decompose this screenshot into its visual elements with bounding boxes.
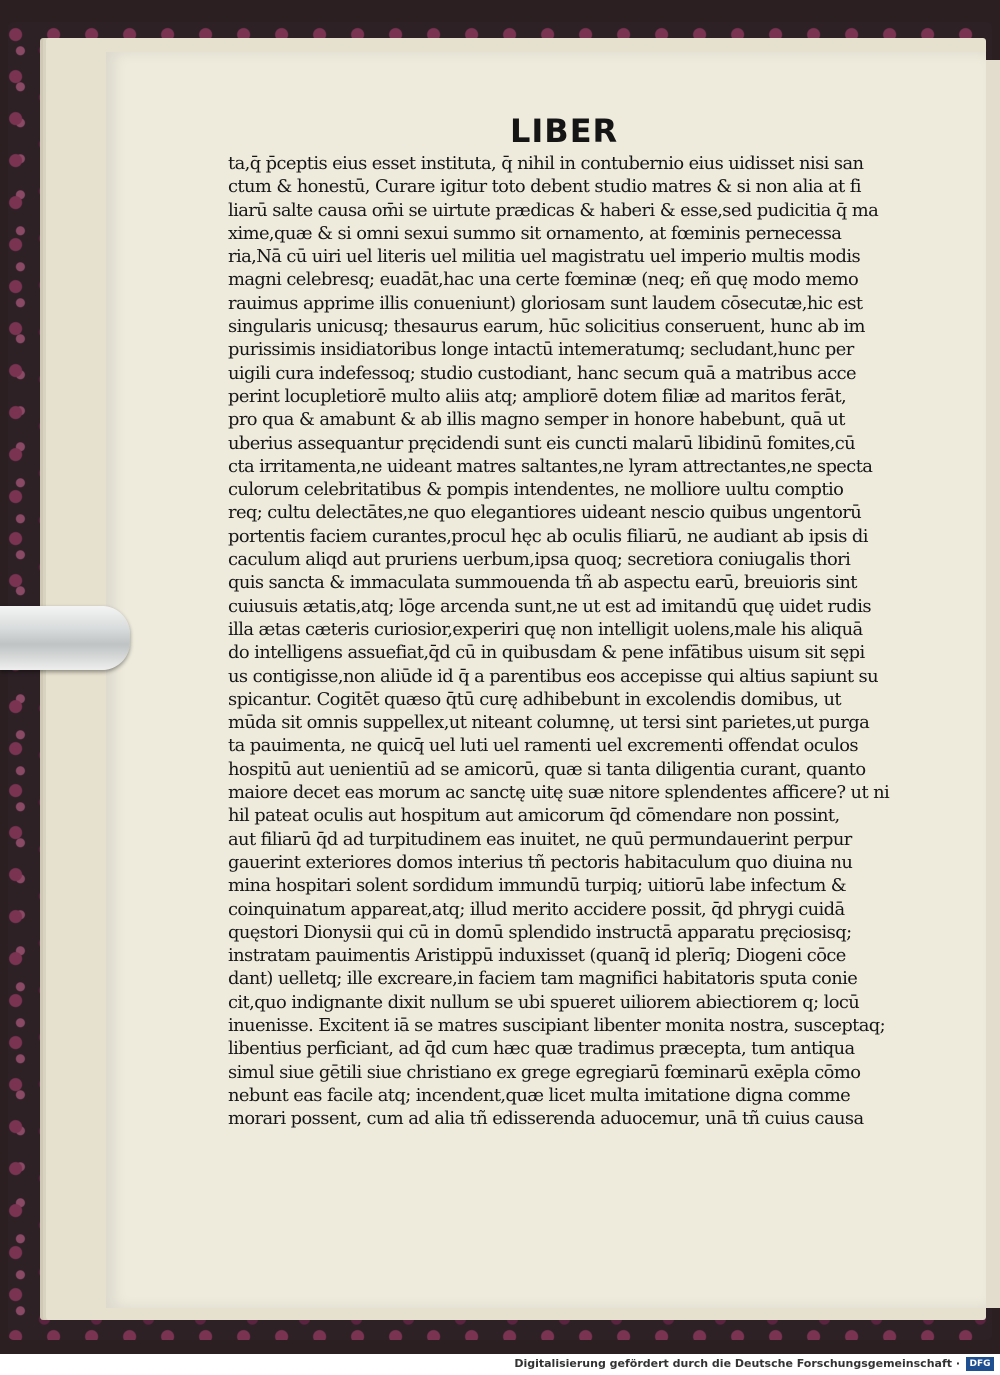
text-line: instratam pauimentis Aristippū induxisset (quanq̄ id plerīq; Diogeni cōce (228, 945, 846, 967)
text-line: do intelligens assuefiat,q̄d cū in quibusdam & pene infātibus uisum sit sępi (228, 642, 865, 664)
text-line: hospitū aut uenientiū ad se amicorū, quæ si tanta diligentia curant, quanto (228, 758, 866, 780)
text-line: culorum celebritatibus & pompis intendentes, ne molliore uultu comptio (228, 479, 844, 501)
text-line: inuenisse. Excitent iā se matres suscipiant libenter monita nostra, susceptaq; (228, 1014, 886, 1036)
text-line: caculum aliqd aut pruriens uerbum,ipsa quoq; secretiora coniugalis thori (228, 549, 851, 571)
text-line: quęstori Dionysii qui cū in domū splendido instructā apparatu pręciosisq; (228, 921, 852, 943)
text-line: cta irritamenta,ne uideant matres saltantes,ne lyram attrectantes,ne specta (228, 455, 873, 477)
page-text-block (228, 152, 928, 1130)
text-line: us contigisse,non aliūde id q̄ a parentibus eos accepisse qui altius sapiunt su (228, 665, 879, 687)
text-line: rauimus apprime illis conueniunt) gloriosam sunt laudem cōsecutæ,hic est (228, 292, 863, 314)
text-line: cuiusuis ætatis,atq; lōge arcenda sunt,ne ut est ad imitandū quę uidet rudis (228, 595, 871, 617)
text-line: simul siue gētili siue christiano ex grege egregiarū fœminarū exēpla cōmo (228, 1061, 861, 1083)
text-line: mina hospitari solent sordidum immundū turpiq; uitiorū labe infectum & (228, 875, 847, 897)
text-line: cit,quo indignante dixit nullum se ubi spueret uiliorem abiectiorem q; locū (228, 991, 860, 1013)
text-line: singularis unicusq; thesaurus earum, hūc solicitius conseruent, hunc ab im (228, 316, 865, 338)
glass-page-weight (0, 606, 130, 670)
text-line: mūda sit omnis suppellex,ut niteant columnę, ut tersi sint parietes,ut purga (228, 712, 870, 734)
running-header: LIBER (510, 112, 619, 150)
text-line: magni celebresq; euadāt,hac una certe fœminæ (neq; eñ quę modo memo (228, 269, 859, 291)
text-line: libentius perficiant, ad q̄d cum hæc quæ tradimus præcepta, tum antiqua (228, 1038, 855, 1060)
text-line: illa ætas cæteris curiosior,experiri quę non intelligit uolens,male his aliquā (228, 618, 863, 640)
text-line: morari possent, cum ad alia tñ edisserenda aduocemur, unā tñ cuius causa (228, 1108, 864, 1130)
text-line: dant) uelletq; ille excreare,in faciem tam magnifici habitatoris sputa conie (228, 968, 858, 990)
text-line: spicantur. Cogitēt quæso q̄tū curę adhibebunt in excolendis domibus, ut (228, 688, 841, 710)
dfg-logo-icon: DFG (966, 1357, 994, 1371)
text-line: liarū salte causa om̄i se uirtute prædicas & haberi & esse,sed pudicitia q̄ ma (228, 199, 879, 221)
text-line: ria,Nā cū uiri uel literis uel militia uel magistratu uel imperio multis modis (228, 246, 861, 268)
text-line: xime,quæ & si omni sexui summo sit ornamento, at fœminis pernecessa (228, 222, 842, 244)
text-line: hil pateat oculis aut hospitum aut amicorum q̄d cōmendare non possint, (228, 805, 840, 827)
text-line: uberius assequantur pręcidendi sunt eis cuncti malarū libidinū fomites,cū (228, 432, 856, 454)
text-line: ta pauimenta, ne quicq̄ uel luti uel ramenti uel excrementi offendat oculos (228, 735, 858, 757)
text-line: ta,q̄ p̄ceptis eius esset instituta, q̄ nihil in contubernio eius uidisset nisi san (228, 153, 864, 174)
text-line: pro qua & amabunt & ab illis magno semper in honore habebunt, quā ut (228, 409, 845, 431)
page-fore-edge (986, 60, 1000, 1308)
text-line: maiore decet eas morum ac sanctę uitę suæ nitore splendentes afficere? ut ni (228, 782, 890, 804)
text-line: portentis faciem curantes,procul hęc ab oculis filiarū, ne audiant ab ipsis di (228, 525, 868, 547)
text-line: coinquinatum appareat,atq; illud merito accidere possit, q̄d phrygi cuidā (228, 898, 845, 920)
text-line: purissimis insidiatoribus longe intactū intemeratumq; secludant,hunc per (228, 339, 854, 361)
text-line: ctum & honestū, Curare igitur toto debent studio matres & si non alia at fi (228, 176, 861, 198)
text-line: nebunt eas facile atq; incendent,quæ licet multa imitatione digna comme (228, 1084, 851, 1106)
text-line: quis sancta & immaculata summouenda tñ ab aspectu earū, breuioris sint (228, 572, 857, 594)
text-line: req; cultu delectātes,ne quo elegantiores uideant nescio quibus ungentorū (228, 502, 862, 524)
text-line: aut filiarū q̄d ad turpitudinem eas inuitet, ne quū permundauerint perpur (228, 828, 852, 850)
text-line: perint locupletiorē multo aliis atq; ampliorē dotem filiæ ad maritos ferāt, (228, 385, 847, 407)
text-line: uigili cura indefessoq; studio custodiant, hanc secum quā a matribus acce (228, 362, 857, 384)
footer-credit: Digitalisierung gefördert durch die Deutsche Forschungsgemeinschaft · (514, 1357, 960, 1370)
text-line: gauerint exteriores domos interius tñ pectoris habitaculum quo diuina nu (228, 851, 853, 873)
